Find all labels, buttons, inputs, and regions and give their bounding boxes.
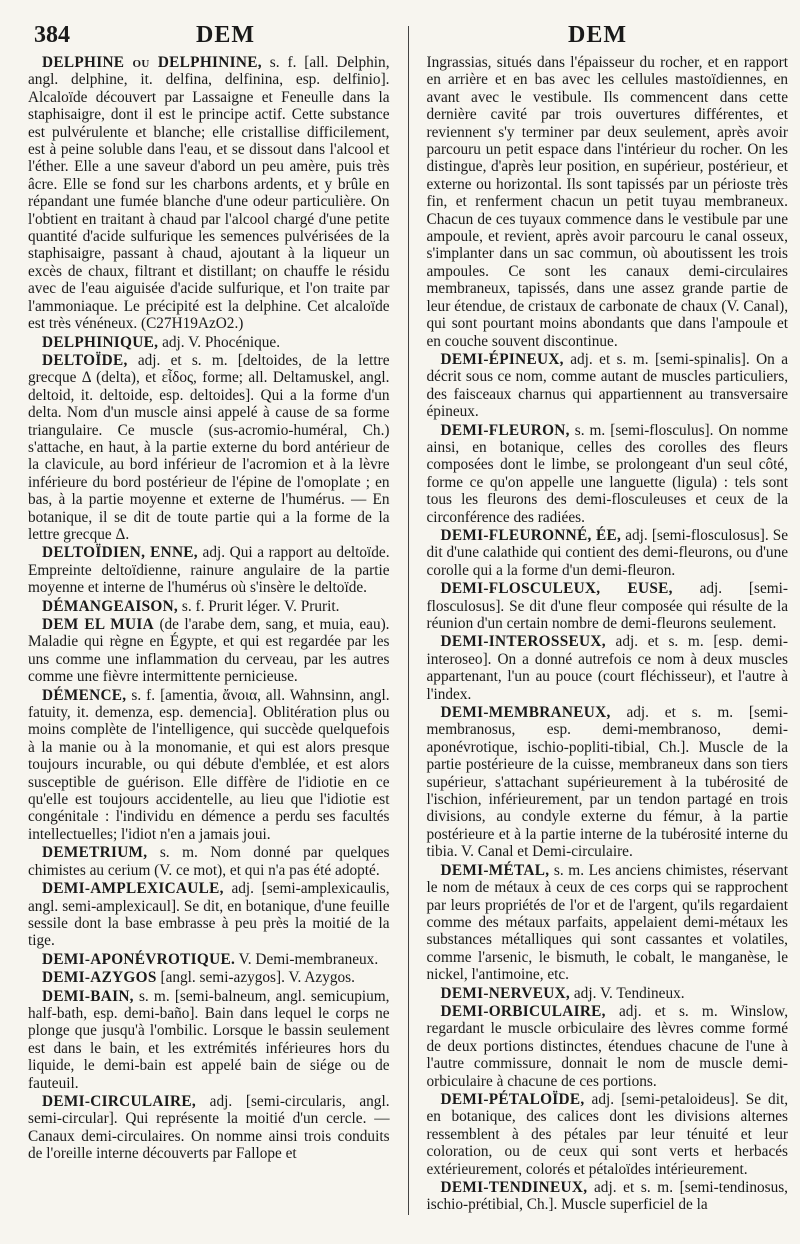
dictionary-entry [427,1003,789,1090]
running-head-left: DEM [196,22,255,48]
page-header [28,18,788,54]
dictionary-entry [427,1179,789,1214]
dictionary-entry [28,1093,390,1163]
dictionary-entry [427,1091,789,1178]
dictionary-entry [427,580,789,632]
entry-headword: DEMI-CIRCULAIRE, [42,1092,196,1110]
left-column [28,54,390,1215]
entry-text: s. m. Les anciens chimistes, réservant le nom de métaux à ceux de ces corps qui se rapprochent par leurs propriétés de l'or et de l'argent, qu'ils regardaient comme des métaux parfaits, appelaient demi-métaux les substances métalliques qui sont cassantes et volatiles, comme l'arsenic, le bismuth, le cobalt, le manganèse, le nickel, l'antimoine, etc. [426,861,789,984]
entry-text: s. f. [amentia, ἄνοια, all. Wahnsinn, angl. fatuity, it. demenza, esp. demencia]. Oblitération plus ou moins complète de l'intelligence, qui succède quelquefois à la manie ou à la monomanie, et qui est alors presque toujours incurable, ou qui débute d'emblée, et est alors susceptible de guérison. Elle diffère de l'idiotie en ce qu'elle est toujours accidentelle, au lieu que l'idiotie est congénitale : l'individu en démence a perdu ses facultés intellectuelles; l'idiot n'en a jamais joui. [28,686,390,843]
entry-headword: DEMI-TENDINEUX, [440,1179,588,1196]
entry-headword: DEM EL MUIA [42,616,154,633]
dictionary-entry [427,351,789,421]
entry-headword: DEMI-PÉTALOÏDE, [440,1090,585,1108]
entry-text: [angl. semi-azygos]. V. Azygos. [160,969,355,987]
entry-text: adj. et s. m. [semi-membranosus, esp. demi-membranoso, demi-aponévrotique, ischio-popliti-tibial, Ch.]. Muscle de la partie postérieure de la cuisse, membraneux dans son tiers supérieur, s'attachant supérieurement à la tubérosité de l'ischion, inférieurement, par un tendon partagé en trois divisions, au condyle externe du fémur, à la partie postérieure et à la partie interne de la tubérosité interne du tibia. V. Canal et Demi-circulaire. [426,704,789,861]
entry-headword: DELTOÏDE, [42,351,128,369]
entry-headword: DEMI-MÉTAL, [440,861,550,879]
entry-text: adj. et s. m. Winslow, regardant le muscle orbiculaire des lèvres comme formé de deux portions distinctes, étendues chacune de l'une à l'autre commissure, donnait le nom de muscle demi-orbiculaire à chacune de ces portions. [426,1002,789,1090]
dictionary-entry [427,633,789,703]
entry-text: adj. V. Tendineux. [573,984,685,1002]
entry-headword: DEMI-NERVEUX, [440,984,571,1002]
dictionary-entry [28,880,390,950]
entry-text: adj. [semi-circularis, angl. semi-circular]. Qui représente la moitié d'un cercle. — Canaux demi-circulaires. On nomme ainsi trois conduits de l'oreille interne découverts par Fallope et [28,1092,390,1163]
entry-text: adj. [semi-flosculosus]. Se dit d'une calathide qui contient des demi-fleurons, ou d'une corolle qui a la forme d'un demi-fleuron. [426,526,789,579]
entry-headword: DEMI-AMPLEXICAULE, [42,880,224,898]
dictionary-entry [28,598,390,615]
dictionary-entry [28,616,390,686]
entry-text: adj. [semi-petaloideus]. Se dit, en botanique, des calices dont les divisions alternes ressemblent à des pétales par leur ténuité et leur coloration, ou de ceux qui sont verts et herbacés extérieurement, colorés et pétaloïdes intérieurement. [426,1090,789,1178]
dictionary-entry [427,862,789,984]
dictionary-entry [28,544,390,596]
entry-headword: DELPHINIQUE, [42,333,159,351]
entry-text: adj. et s. m. [semi-tendinosus, ischio-prétibial, Ch.]. Muscle superficiel de la [426,1179,789,1214]
entry-text: adj. V. Phocénique. [162,333,281,351]
entry-text: s. f. [all. Delphin, angl. delphine, it. delfina, delfinina, esp. delfinio]. Alcaloïde découvert par Lassaigne et Feneulle dans la staphisaigre, dont il est le principe actif. Cette substance est pulvérulente et blanche; elle cristallise difficilement, est à peine soluble dans l'eau, et se dissout dans l'alcool et l'éther. Elle a une saveur d'abord un peu amère, puis très âcre. Elle se fond sur les charbons ardents, et y brûle en répandant une fumée blanche d'une odeur particulière. On l'obtient en traitant à chaud par l'alcool chargé d'une petite quantité d'acide sulfurique les semences pulvérisées de la staphisaigre, passant à chaud, ajoutant à la liqueur un excès de chaux, filtrant et distillant; on chauffe le résidu avec de l'eau aiguisée d'acide sulfurique, et l'on traite par l'ammoniaque. Le précipité est la delphine. Cet alcaloïde est très vénéneux. (C27H19AzO2.) [28,54,390,333]
dictionary-entry [427,985,789,1002]
entry-headword: DEMI-APONÉVROTIQUE. [42,950,236,968]
entry-headword: DELPHINE ou DELPHININE, [42,54,262,71]
entry-text: adj. [semi-flosculosus]. Se dit d'une fleur composée qui résulte de la réunion d'un certain nombre de demi-fleurons seulement. [426,580,789,632]
entry-headword: DEMETRIUM, [42,844,148,862]
dictionary-entry [28,988,390,1092]
entry-text: adj. et s. m. [semi-spinalis]. On a décrit sous ce nom, comme autant de muscles particuliers, des faisceaux charnus qui appartiennent au transversaire épineux. [426,350,789,421]
entry-headword: DEMI-AZYGOS [42,969,157,987]
dictionary-entry [28,969,390,986]
entry-headword: DEMI-ÉPINEUX, [440,350,564,368]
dictionary-entry [28,844,390,879]
entry-text: (de l'arabe dem, sang, et muia, eau). Maladie qui règne en Égypte, et qui est regardée par les uns comme une inflammation du cerveau, par les autres comme une fièvre intermittente pernicieuse. [28,616,390,686]
column-divider [408,26,409,1215]
entry-headword: DEMI-ORBICULAIRE, [440,1002,606,1020]
page-number: 384 [34,22,70,48]
dictionary-entry [427,527,789,579]
entry-text: s. m. Nom donné par quelques chimistes au cerium (V. ce mot), et qui n'a pas été adopté. [28,844,390,879]
running-head-right: DEM [568,22,627,48]
entry-headword: DEMI-BAIN, [42,987,134,1005]
dictionary-entry [28,352,390,543]
dictionary-entry [427,422,789,526]
dictionary-entry [28,334,390,351]
entry-headword: DELTOÏDIEN, ENNE, [42,544,198,562]
entry-text: adj. et s. m. [esp. demi-interoseo]. On a donné autrefois ce nom à deux muscles appartenant, l'un au pouce (court fléchisseur), et l'autre à l'index. [426,633,789,703]
dictionary-entry [28,951,390,968]
right-column [427,54,789,1215]
entry-text: s. m. [semi-balneum, angl. semicupium, half-bath, esp. demi-baño]. Bain dans lequel le corps ne plonge que jusqu'à l'ombilic. Lorsque le bassin seulement est dans le bain, et les extrémités inférieures hors du liquide, le demi-bain est appelé bain de siége ou de fauteuil. [28,987,390,1092]
entry-text: Ingrassias, situés dans l'épaisseur du rocher, et en rapport en arrière et en bas avec les cellules mastoïdiennes, en avant avec le vestibule. Ils commencent dans cette dernière cavité par trois ouvertures différentes, et reviennent s'y terminer par deux seulement, après avoir parcouru un petit espace dans l'intérieur du rocher. On les distingue, d'après leur position, en supérieur, postérieur, et externe ou horizontal. Ils sont tapissés par un périoste très fin, et renferment chacun un petit tuyau membraneux. Chacun de ces tuyaux commence dans le vestibule par une ampoule, et revient, après avoir parcouru le canal osseux, s'implanter dans un sac commun, où aboutissent les trois ampoules. Ce sont les canaux demi-circulaires membraneux, tapissés, dans une assez grande partie de leur étendue, de cristaux de carbonate de chaux (V. Canal), qui sont pourtant moins abondants que dans l'ampoule et en couche souvent discontinue. [426,54,789,350]
entry-text: s. f. Prurit léger. V. Prurit. [181,597,340,615]
text-columns [28,54,788,1215]
entry-headword: DEMI-FLOSCULEUX, EUSE, [440,580,673,598]
entry-headword: DÉMANGEAISON, [42,597,179,615]
entry-headword: DEMI-FLEURONNÉ, ÉE, [440,526,622,544]
entry-headword: DÉMENCE, [42,686,127,704]
entry-headword: DEMI-MEMBRANEUX, [440,704,611,722]
dictionary-entry [427,704,789,861]
dictionary-entry [427,54,789,350]
dictionary-entry [28,54,390,333]
entry-text: adj. Qui a rapport au deltoïde. Empreinte deltoïdienne, rainure angulaire de la partie moyenne et interne de l'humérus où s'insère le deltoïde. [28,544,390,597]
dictionary-entry [28,687,390,844]
entry-text: V. Demi-membraneux. [238,950,379,968]
entry-headword: DEMI-FLEURON, [440,421,570,439]
entry-headword: DEMI-INTEROSSEUX, [440,633,606,651]
entry-text: adj. et s. m. [deltoides, de la lettre grecque Δ (delta), et εἶδος, forme; all. Deltamuskel, angl. deltoid, it. deltoide, esp. deltoides]. Qui a la forme d'un delta. Nom d'un muscle ainsi appelé à cause de sa forme triangulaire. Ce muscle (sus-acromio-huméral, Ch.) s'attache, en haut, à la partie externe du bord antérieur de la clavicule, au bord inférieur de l'acromion et à la lèvre inférieure du bord postérieur de l'épine de l'omoplate ; en bas, à la partie moyenne et externe de l'humérus. — En botanique, il se dit de toute partie qui a la forme de la lettre grecque Δ. [28,351,390,543]
entry-text: adj. [semi-amplexicaulis, angl. semi-amplexicaul]. Se dit, en botanique, d'une feuille sessile dont la base embrasse à peu près la moitié de la tige. [28,880,390,950]
entry-text: s. m. [semi-flosculus]. On nomme ainsi, en botanique, celles des corolles des fleurs composées dont le limbe, se prolongeant d'un seul côté, forme ce qu'on appelle une languette (ligula) : tels sont tous les fleurons des demi-flosculeuses et ceux de la circonférence des radiées. [426,421,789,526]
